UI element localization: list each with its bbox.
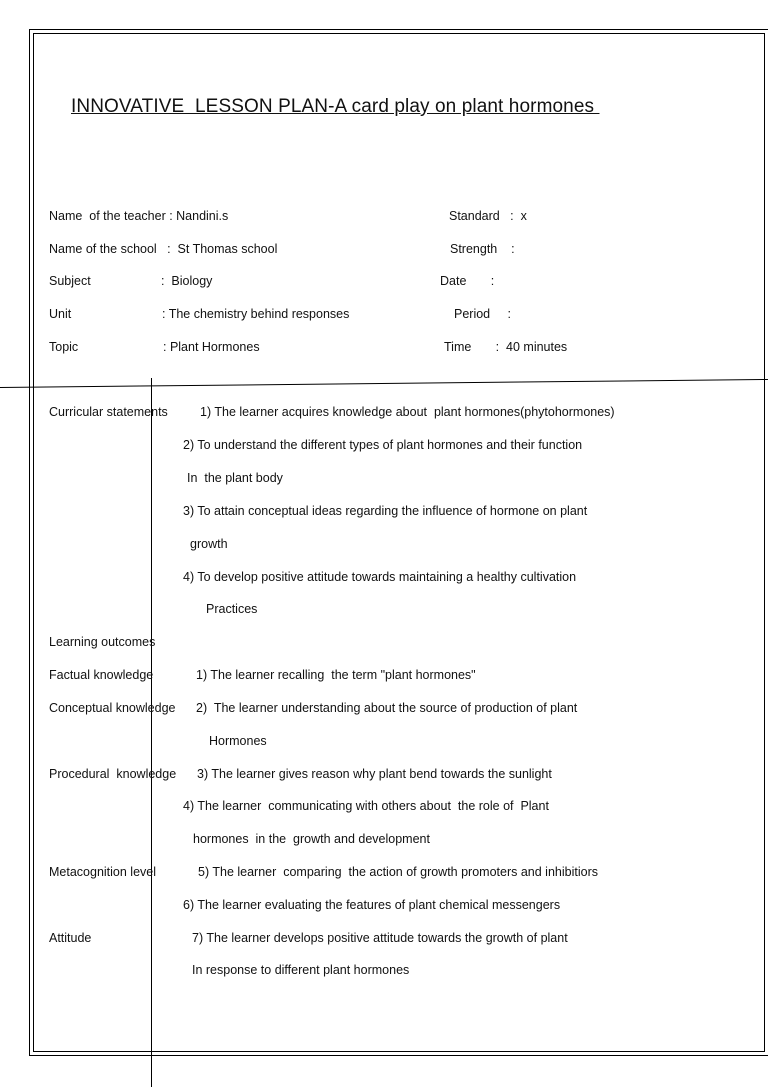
curricular-line: 3) To attain conceptual ideas regarding the influence of hormone on plant [183, 504, 588, 518]
curricular-line: Practices [206, 602, 258, 616]
curricular-line: growth [190, 537, 228, 551]
topic-value: : Plant Hormones [163, 340, 260, 354]
topic-label: Topic [49, 340, 79, 354]
vertical-rule [151, 378, 152, 1087]
outcome-line: 6) The learner evaluating the features of plant chemical messengers [183, 898, 561, 912]
curricular-line: 4) To develop positive attitude towards maintaining a healthy cultivation [183, 570, 577, 584]
outcome-line: 3) The learner gives reason why plant bend towards the sunlight [197, 767, 552, 781]
period-field: Period : [454, 307, 511, 321]
learning-outcomes-heading: Learning outcomes [49, 635, 156, 649]
strength-field: Strength : [450, 242, 515, 256]
outcome-line: 1) The learner recalling the term "plant hormones" [196, 668, 476, 682]
teacher-name: Name of the teacher : Nandini.s [49, 209, 229, 223]
curricular-label: Curricular statements [49, 405, 168, 419]
subject-label: Subject [49, 274, 91, 288]
attitude-label: Attitude [49, 931, 92, 945]
date-field: Date : [440, 274, 495, 288]
conceptual-label: Conceptual knowledge [49, 701, 176, 715]
curricular-line: 2) To understand the different types of plant hormones and their function [183, 438, 583, 452]
outcome-line: hormones in the growth and development [193, 832, 430, 846]
curricular-line: In the plant body [187, 471, 283, 485]
outcome-line: 2) The learner understanding about the source of production of plant [196, 701, 578, 715]
time-field: Time : 40 minutes [444, 340, 568, 354]
outcome-line: Hormones [209, 734, 267, 748]
outcome-line: 7) The learner develops positive attitude towards the growth of plant [192, 931, 568, 945]
metacognition-label: Metacognition level [49, 865, 157, 879]
unit-value: : The chemistry behind responses [162, 307, 350, 321]
outcome-line: 4) The learner communicating with others about the role of Plant [183, 799, 549, 813]
school-name: Name of the school : St Thomas school [49, 242, 278, 256]
subject-value: : Biology [161, 274, 213, 288]
curricular-line: 1) The learner acquires knowledge about plant hormones(phytohormones) [200, 405, 615, 419]
procedural-label: Procedural knowledge [49, 767, 177, 781]
unit-label: Unit [49, 307, 72, 321]
outcome-line: In response to different plant hormones [192, 963, 410, 977]
standard-field: Standard : x [449, 209, 527, 223]
outcome-line: 5) The learner comparing the action of growth promoters and inhibitiors [198, 865, 598, 879]
factual-label: Factual knowledge [49, 668, 154, 682]
document-title: INNOVATIVE LESSON PLAN-A card play on plant hormones [71, 96, 600, 117]
